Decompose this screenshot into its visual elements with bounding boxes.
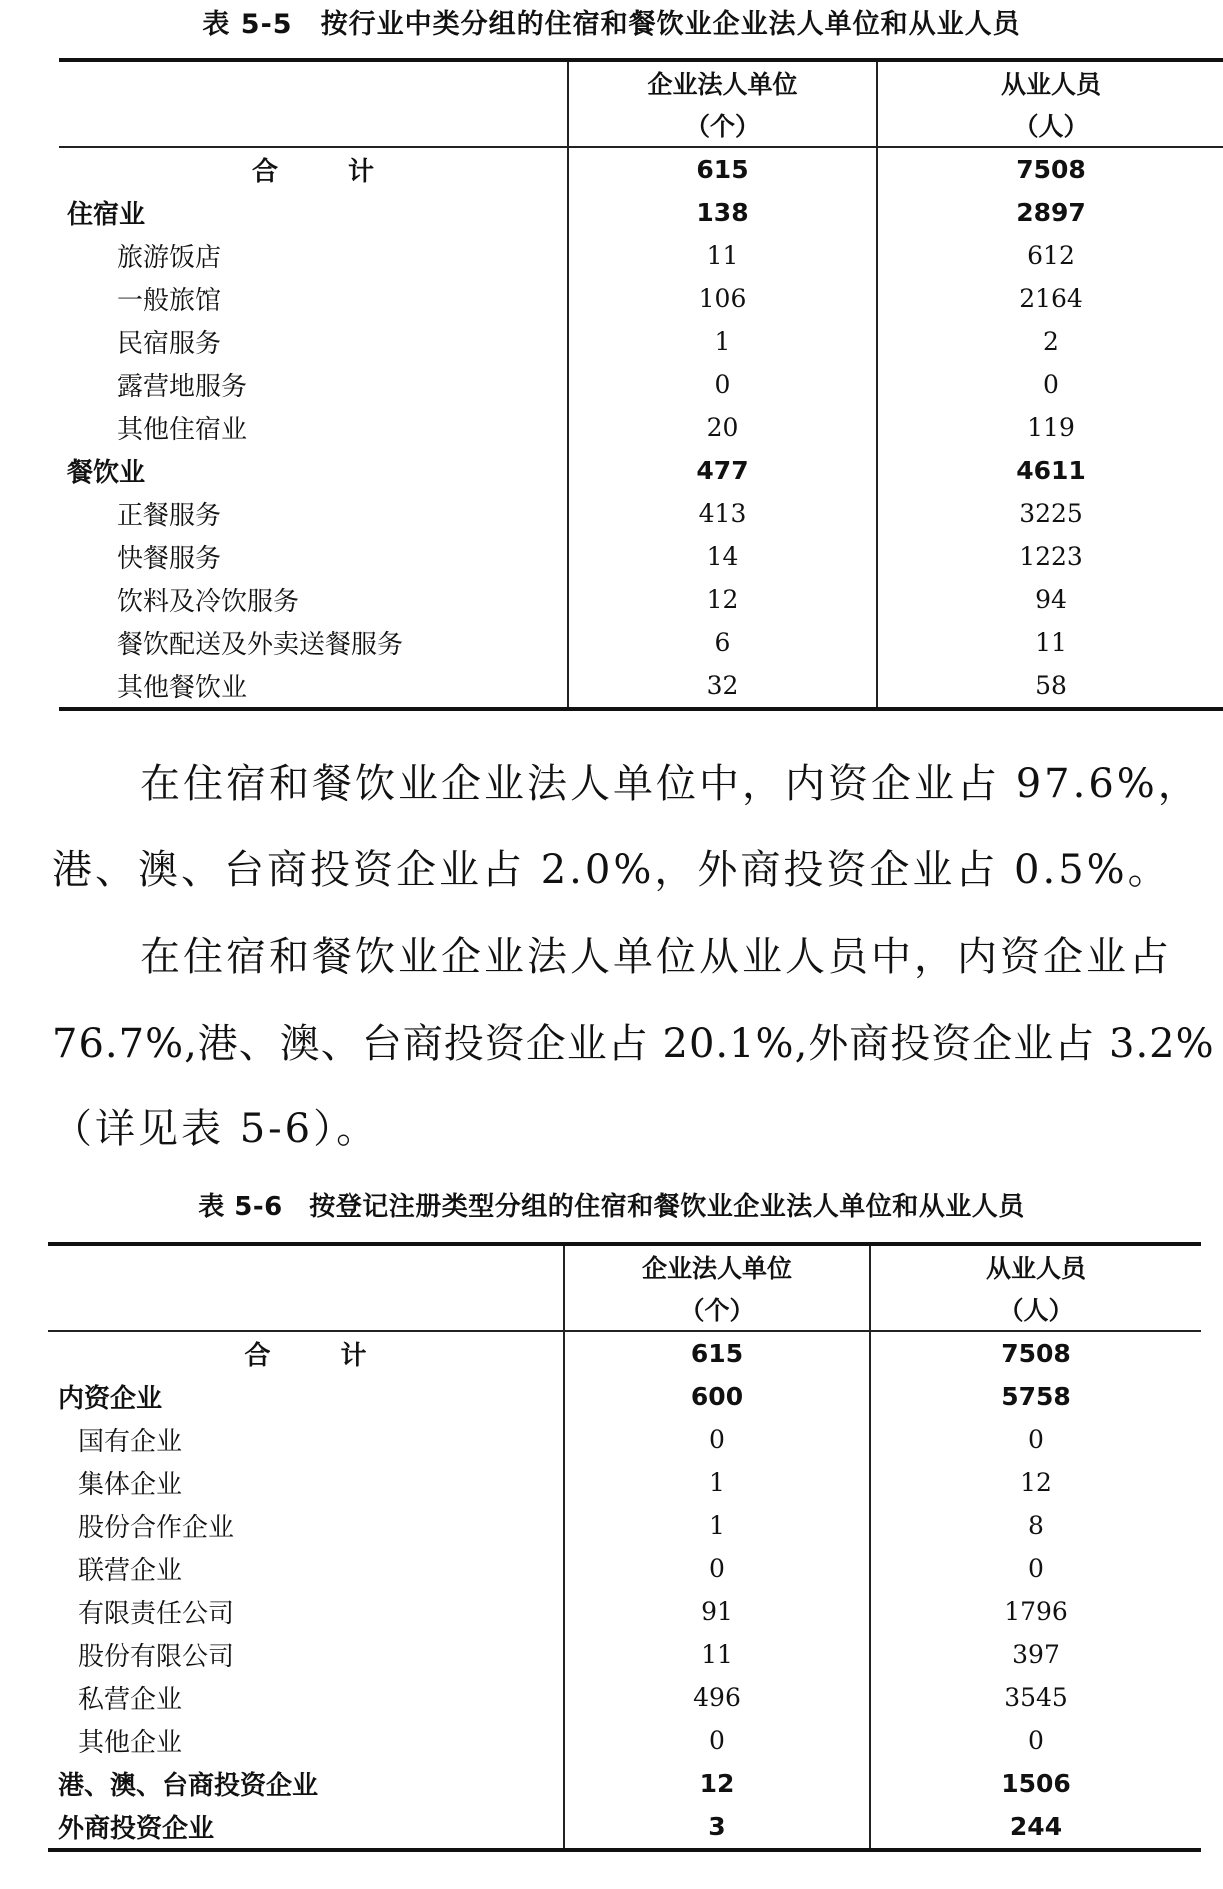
row-label: 其他企业	[78, 1728, 183, 1758]
row-employees: 612	[877, 234, 1223, 277]
row-employees: 12	[870, 1461, 1201, 1504]
table-row	[48, 1504, 1201, 1547]
table1-header-row	[59, 104, 1223, 147]
row-units: 1	[564, 1504, 870, 1547]
row-employees: 1223	[877, 535, 1223, 578]
row-label: 外商投资企业	[48, 1805, 564, 1850]
row-units: 3	[564, 1805, 870, 1850]
row-employees: 7508	[870, 1331, 1201, 1375]
table-row	[48, 1590, 1201, 1633]
table-row	[48, 1418, 1201, 1461]
row-units: 477	[568, 449, 877, 492]
row-employees: 2164	[877, 277, 1223, 320]
row-employees: 0	[870, 1547, 1201, 1590]
table-row	[59, 621, 1223, 664]
table2-col-units-header: 企业法人单位	[564, 1244, 870, 1288]
row-employees: 0	[877, 363, 1223, 406]
row-label: 其他住宿业	[117, 415, 248, 445]
row-label: 有限责任公司	[78, 1599, 235, 1629]
row-units: 11	[568, 234, 877, 277]
row-employees: 7508	[877, 147, 1223, 191]
row-units: 0	[564, 1418, 870, 1461]
row-units: 14	[568, 535, 877, 578]
row-label: 港、澳、台商投资企业	[58, 1771, 319, 1801]
row-units: 1	[564, 1461, 870, 1504]
table-row	[59, 234, 1223, 277]
table-row	[48, 1676, 1201, 1719]
row-employees: 2897	[877, 191, 1223, 234]
table2-col-units-unit: （个）	[564, 1288, 870, 1331]
row-label: 私营企业	[78, 1685, 183, 1715]
table-row	[48, 1633, 1201, 1676]
table-row	[48, 1461, 1201, 1504]
table2-header-blank	[48, 1244, 564, 1288]
row-units: 0	[568, 363, 877, 406]
row-label: 快餐服务	[117, 544, 222, 574]
paragraph-2-line-1: 在住宿和餐饮业企业法人单位从业人员中，内资企业占	[140, 934, 1172, 980]
row-units: 12	[568, 578, 877, 621]
row-label: 国有企业	[78, 1427, 183, 1457]
row-units: 1	[568, 320, 877, 363]
row-label: 餐饮业	[67, 458, 146, 488]
row-employees: 3545	[870, 1676, 1201, 1719]
row-units: 615	[568, 147, 877, 191]
table-row	[48, 1719, 1201, 1762]
row-label: 合 计	[251, 157, 396, 187]
row-label: 其他餐饮业	[59, 664, 568, 709]
table-row	[48, 1375, 1201, 1418]
paragraph-1-line-2: 港、澳、台商投资企业占 2.0%，外商投资企业占 0.5%。	[52, 847, 1171, 893]
table1-col-employees-unit: （人）	[877, 104, 1223, 147]
table-5-5	[59, 58, 1223, 711]
row-label: 合 计	[244, 1341, 389, 1371]
row-label: 正餐服务	[117, 501, 222, 531]
row-label: 露营地服务	[117, 372, 248, 402]
table-row	[59, 449, 1223, 492]
row-employees: 244	[870, 1805, 1201, 1850]
table-row	[59, 492, 1223, 535]
table-row	[59, 535, 1223, 578]
row-label: 民宿服务	[117, 329, 222, 359]
table-row	[59, 191, 1223, 234]
row-label: 集体企业	[78, 1470, 183, 1500]
table-row	[59, 664, 1223, 709]
table-5-6	[48, 1242, 1201, 1852]
row-units: 0	[564, 1547, 870, 1590]
row-units: 496	[564, 1676, 870, 1719]
table2-col-employees-unit: （人）	[870, 1288, 1201, 1331]
row-label: 住宿业	[67, 200, 146, 230]
row-employees: 0	[870, 1418, 1201, 1461]
table2-header-row	[48, 1288, 1201, 1331]
row-label: 饮料及冷饮服务	[117, 587, 300, 617]
row-employees: 5758	[870, 1375, 1201, 1418]
row-employees: 4611	[877, 449, 1223, 492]
table1-header-row	[59, 60, 1223, 104]
table1-header-blank	[59, 104, 568, 147]
row-employees: 1506	[870, 1762, 1201, 1805]
row-label: 股份有限公司	[78, 1642, 235, 1672]
row-employees: 1796	[870, 1590, 1201, 1633]
row-units: 600	[564, 1375, 870, 1418]
table1-caption: 表 5-5 按行业中类分组的住宿和餐饮业企业法人单位和从业人员	[202, 9, 1021, 40]
table-row	[48, 1762, 1201, 1805]
paragraph-1-line-1: 在住宿和餐饮业企业法人单位中，内资企业占 97.6%，	[140, 761, 1201, 807]
table-row	[59, 277, 1223, 320]
row-units: 11	[564, 1633, 870, 1676]
row-units: 6	[568, 621, 877, 664]
row-label: 餐饮配送及外卖送餐服务	[117, 630, 404, 660]
table1-header-blank	[59, 60, 568, 104]
row-units: 91	[564, 1590, 870, 1633]
row-units: 12	[564, 1762, 870, 1805]
row-employees: 0	[870, 1719, 1201, 1762]
table-row	[48, 1547, 1201, 1590]
table1-col-units-header: 企业法人单位	[568, 60, 877, 104]
row-units: 413	[568, 492, 877, 535]
table-row	[59, 406, 1223, 449]
table-row	[48, 1805, 1201, 1850]
row-units: 20	[568, 406, 877, 449]
table-row	[59, 363, 1223, 406]
row-units: 0	[564, 1719, 870, 1762]
row-units: 32	[568, 664, 877, 709]
table2-caption: 表 5-6 按登记注册类型分组的住宿和餐饮业企业法人单位和从业人员	[198, 1192, 1025, 1222]
row-label: 联营企业	[78, 1556, 183, 1586]
row-employees: 8	[870, 1504, 1201, 1547]
row-units: 106	[568, 277, 877, 320]
row-label: 一般旅馆	[117, 286, 222, 316]
row-employees: 11	[877, 621, 1223, 664]
row-employees: 3225	[877, 492, 1223, 535]
row-employees: 58	[877, 664, 1223, 709]
paragraph-2-line-3: （详见表 5-6）。	[52, 1106, 380, 1152]
row-units: 138	[568, 191, 877, 234]
table2-header-blank	[48, 1288, 564, 1331]
paragraph-2-line-2: 76.7%,港、澳、台商投资企业占 20.1%,外商投资企业占 3.2%	[52, 1021, 1215, 1067]
table-row	[59, 320, 1223, 363]
row-employees: 119	[877, 406, 1223, 449]
table2-col-employees-header: 从业人员	[870, 1244, 1201, 1288]
table-row	[59, 578, 1223, 621]
table-row	[59, 147, 1223, 191]
row-label: 内资企业	[58, 1384, 163, 1414]
row-label: 股份合作企业	[78, 1513, 235, 1543]
table1-col-employees-header: 从业人员	[877, 60, 1223, 104]
row-label: 旅游饭店	[117, 243, 222, 273]
row-employees: 94	[877, 578, 1223, 621]
table1-col-units-unit: （个）	[568, 104, 877, 147]
row-employees: 2	[877, 320, 1223, 363]
table2-header-row	[48, 1244, 1201, 1288]
table-row	[48, 1331, 1201, 1375]
row-units: 615	[564, 1331, 870, 1375]
row-employees: 397	[870, 1633, 1201, 1676]
